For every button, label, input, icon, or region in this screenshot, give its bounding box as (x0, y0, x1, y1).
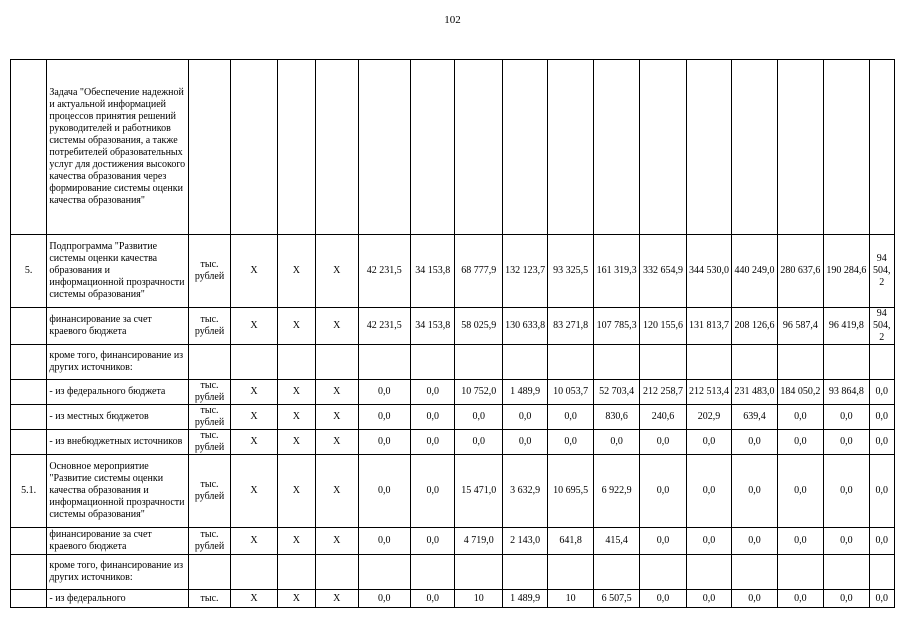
value-cell: 0,0 (640, 455, 686, 528)
row-name: кроме того, финансирование из других источников: (47, 345, 188, 380)
table-row (11, 380, 895, 405)
value-cell (732, 60, 777, 235)
row-number (11, 590, 47, 608)
code-cell: X (277, 235, 315, 308)
unit-cell (188, 60, 230, 235)
value-cell (502, 60, 547, 235)
value-cell (640, 555, 686, 590)
unit-cell: тыс. рублей (188, 430, 230, 455)
value-cell (824, 345, 869, 380)
code-cell: X (277, 430, 315, 455)
value-cell: 0,0 (777, 455, 823, 528)
value-cell: 96 587,4 (777, 308, 823, 345)
row-name: Основное мероприятие "Развитие системы оценки качества образования и информационной прозрачности системы образования" (47, 455, 188, 528)
value-cell: 0,0 (777, 405, 823, 430)
code-cell: X (316, 455, 358, 528)
code-cell (316, 60, 358, 235)
code-cell (316, 345, 358, 380)
value-cell: 0,0 (455, 430, 502, 455)
value-cell: 0,0 (358, 528, 411, 555)
value-cell: 0,0 (824, 430, 869, 455)
table-row (11, 405, 895, 430)
value-cell: 280 637,6 (777, 235, 823, 308)
value-cell: 0,0 (502, 405, 547, 430)
value-cell: 161 319,3 (593, 235, 639, 308)
value-cell: 131 813,7 (686, 308, 731, 345)
value-cell: 93 864,8 (824, 380, 869, 405)
value-cell (358, 345, 411, 380)
value-cell: 0,0 (824, 590, 869, 608)
value-cell (455, 555, 502, 590)
table-row (11, 345, 895, 380)
code-cell: X (231, 528, 277, 555)
value-cell: 10 752,0 (455, 380, 502, 405)
code-cell (277, 60, 315, 235)
value-cell: 10 (455, 590, 502, 608)
code-cell: X (316, 380, 358, 405)
unit-cell: тыс. рублей (188, 455, 230, 528)
value-cell: 0,0 (411, 380, 455, 405)
value-cell (455, 60, 502, 235)
code-cell: X (316, 590, 358, 608)
value-cell: 10 695,5 (548, 455, 593, 528)
value-cell (358, 60, 411, 235)
value-cell: 2 143,0 (502, 528, 547, 555)
value-cell: 0,0 (686, 590, 731, 608)
value-cell: 0,0 (824, 455, 869, 528)
value-cell: 94 504,2 (869, 308, 894, 345)
value-cell: 3 632,9 (502, 455, 547, 528)
value-cell: 0,0 (869, 430, 894, 455)
value-cell: 0,0 (869, 455, 894, 528)
value-cell (358, 555, 411, 590)
value-cell: 15 471,0 (455, 455, 502, 528)
value-cell: 0,0 (411, 590, 455, 608)
value-cell (686, 60, 731, 235)
value-cell (824, 555, 869, 590)
value-cell (640, 345, 686, 380)
value-cell: 0,0 (640, 430, 686, 455)
value-cell: 0,0 (502, 430, 547, 455)
row-number (11, 60, 47, 235)
value-cell (686, 345, 731, 380)
value-cell (548, 60, 593, 235)
value-cell: 240,6 (640, 405, 686, 430)
table-row (11, 528, 895, 555)
row-name: - из федерального бюджета (47, 380, 188, 405)
value-cell (411, 345, 455, 380)
row-name: - из внебюджетных источников (47, 430, 188, 455)
page-number: 102 (444, 14, 461, 26)
value-cell: 34 153,8 (411, 235, 455, 308)
value-cell: 0,0 (358, 405, 411, 430)
value-cell: 0,0 (869, 405, 894, 430)
value-cell (869, 345, 894, 380)
value-cell: 0,0 (732, 430, 777, 455)
value-cell (502, 345, 547, 380)
table-row (11, 235, 895, 308)
row-number (11, 405, 47, 430)
row-name: финансирование за счет краевого бюджета (47, 308, 188, 345)
value-cell: 641,8 (548, 528, 593, 555)
code-cell: X (231, 405, 277, 430)
code-cell: X (277, 380, 315, 405)
value-cell: 639,4 (732, 405, 777, 430)
code-cell (277, 555, 315, 590)
value-cell: 0,0 (548, 430, 593, 455)
value-cell: 132 123,7 (502, 235, 547, 308)
value-cell: 58 025,9 (455, 308, 502, 345)
value-cell: 0,0 (869, 380, 894, 405)
code-cell: X (277, 590, 315, 608)
value-cell: 0,0 (732, 528, 777, 555)
value-cell: 120 155,6 (640, 308, 686, 345)
value-cell: 190 284,6 (824, 235, 869, 308)
value-cell: 0,0 (411, 405, 455, 430)
code-cell: X (231, 235, 277, 308)
table-row (11, 590, 895, 608)
row-name: Задача "Обеспечение надежной и актуальной информацией процессов принятия решений руководителей и работников системы образования, а также потребителей образовательных услуг для достижения высокого качества образования через формирование системы оценки качества образования" (47, 60, 188, 235)
value-cell (411, 555, 455, 590)
value-cell: 52 703,4 (593, 380, 639, 405)
row-number (11, 308, 47, 345)
value-cell (777, 345, 823, 380)
value-cell: 42 231,5 (358, 308, 411, 345)
table-row (11, 60, 895, 235)
unit-cell: тыс. рублей (188, 235, 230, 308)
value-cell (686, 555, 731, 590)
value-cell: 0,0 (358, 380, 411, 405)
code-cell (277, 345, 315, 380)
row-name: - из местных бюджетов (47, 405, 188, 430)
value-cell: 94 504,2 (869, 235, 894, 308)
value-cell: 0,0 (777, 430, 823, 455)
value-cell: 0,0 (455, 405, 502, 430)
value-cell: 344 530,0 (686, 235, 731, 308)
row-number (11, 380, 47, 405)
unit-cell: тыс. рублей (188, 528, 230, 555)
value-cell: 212 513,4 (686, 380, 731, 405)
value-cell (824, 60, 869, 235)
value-cell: 0,0 (411, 430, 455, 455)
code-cell: X (277, 308, 315, 345)
unit-cell (188, 555, 230, 590)
row-number (11, 345, 47, 380)
row-number (11, 528, 47, 555)
value-cell: 4 719,0 (455, 528, 502, 555)
code-cell (231, 555, 277, 590)
row-number (11, 555, 47, 590)
unit-cell: тыс. рублей (188, 405, 230, 430)
table-row (11, 430, 895, 455)
row-name: кроме того, финансирование из других источников: (47, 555, 188, 590)
value-cell (548, 345, 593, 380)
value-cell: 1 489,9 (502, 380, 547, 405)
code-cell (316, 555, 358, 590)
code-cell: X (231, 590, 277, 608)
code-cell: X (277, 455, 315, 528)
value-cell: 0,0 (358, 430, 411, 455)
value-cell: 10 (548, 590, 593, 608)
value-cell (732, 345, 777, 380)
value-cell: 1 489,9 (502, 590, 547, 608)
code-cell: X (231, 380, 277, 405)
value-cell (411, 60, 455, 235)
row-number: 5. (11, 235, 47, 308)
value-cell (869, 555, 894, 590)
value-cell: 0,0 (358, 455, 411, 528)
unit-cell: тыс. (188, 590, 230, 608)
value-cell: 0,0 (869, 528, 894, 555)
value-cell: 0,0 (411, 455, 455, 528)
value-cell: 208 126,6 (732, 308, 777, 345)
value-cell: 415,4 (593, 528, 639, 555)
value-cell: 184 050,2 (777, 380, 823, 405)
value-cell: 0,0 (640, 528, 686, 555)
unit-cell: тыс. рублей (188, 308, 230, 345)
code-cell (231, 345, 277, 380)
value-cell: 830,6 (593, 405, 639, 430)
value-cell: 6 507,5 (593, 590, 639, 608)
value-cell: 0,0 (358, 590, 411, 608)
code-cell: X (231, 455, 277, 528)
value-cell: 6 922,9 (593, 455, 639, 528)
value-cell: 0,0 (732, 590, 777, 608)
code-cell: X (231, 308, 277, 345)
budget-table (10, 59, 895, 608)
value-cell: 0,0 (777, 528, 823, 555)
unit-cell: тыс. рублей (188, 380, 230, 405)
table-row (11, 308, 895, 345)
value-cell: 0,0 (593, 430, 639, 455)
value-cell: 332 654,9 (640, 235, 686, 308)
code-cell: X (316, 235, 358, 308)
code-cell: X (277, 405, 315, 430)
value-cell: 0,0 (869, 590, 894, 608)
code-cell: X (316, 430, 358, 455)
code-cell: X (316, 308, 358, 345)
value-cell (593, 555, 639, 590)
row-name: Подпрограмма "Развитие системы оценки качества образования и информационной прозрачности системы образования" (47, 235, 188, 308)
value-cell (869, 60, 894, 235)
code-cell: X (277, 528, 315, 555)
row-number: 5.1. (11, 455, 47, 528)
code-cell: X (231, 430, 277, 455)
value-cell (732, 555, 777, 590)
code-cell: X (316, 405, 358, 430)
value-cell (777, 60, 823, 235)
value-cell: 0,0 (686, 430, 731, 455)
value-cell (777, 555, 823, 590)
value-cell: 34 153,8 (411, 308, 455, 345)
value-cell: 93 325,5 (548, 235, 593, 308)
value-cell: 0,0 (640, 590, 686, 608)
value-cell: 0,0 (824, 528, 869, 555)
value-cell: 68 777,9 (455, 235, 502, 308)
unit-cell (188, 345, 230, 380)
value-cell: 231 483,0 (732, 380, 777, 405)
value-cell: 0,0 (411, 528, 455, 555)
value-cell: 83 271,8 (548, 308, 593, 345)
value-cell (455, 345, 502, 380)
table-row (11, 555, 895, 590)
value-cell: 96 419,8 (824, 308, 869, 345)
value-cell: 0,0 (686, 528, 731, 555)
value-cell: 42 231,5 (358, 235, 411, 308)
value-cell: 130 633,8 (502, 308, 547, 345)
value-cell (593, 345, 639, 380)
row-number (11, 430, 47, 455)
value-cell (502, 555, 547, 590)
value-cell: 440 249,0 (732, 235, 777, 308)
value-cell: 0,0 (548, 405, 593, 430)
row-name: - из федерального (47, 590, 188, 608)
value-cell: 0,0 (732, 455, 777, 528)
value-cell: 212 258,7 (640, 380, 686, 405)
value-cell: 10 053,7 (548, 380, 593, 405)
value-cell: 0,0 (824, 405, 869, 430)
row-name: финансирование за счет краевого бюджета (47, 528, 188, 555)
value-cell: 202,9 (686, 405, 731, 430)
code-cell: X (316, 528, 358, 555)
value-cell (593, 60, 639, 235)
value-cell: 107 785,3 (593, 308, 639, 345)
table-row (11, 455, 895, 528)
code-cell (231, 60, 277, 235)
value-cell (640, 60, 686, 235)
value-cell (548, 555, 593, 590)
value-cell: 0,0 (686, 455, 731, 528)
value-cell: 0,0 (777, 590, 823, 608)
